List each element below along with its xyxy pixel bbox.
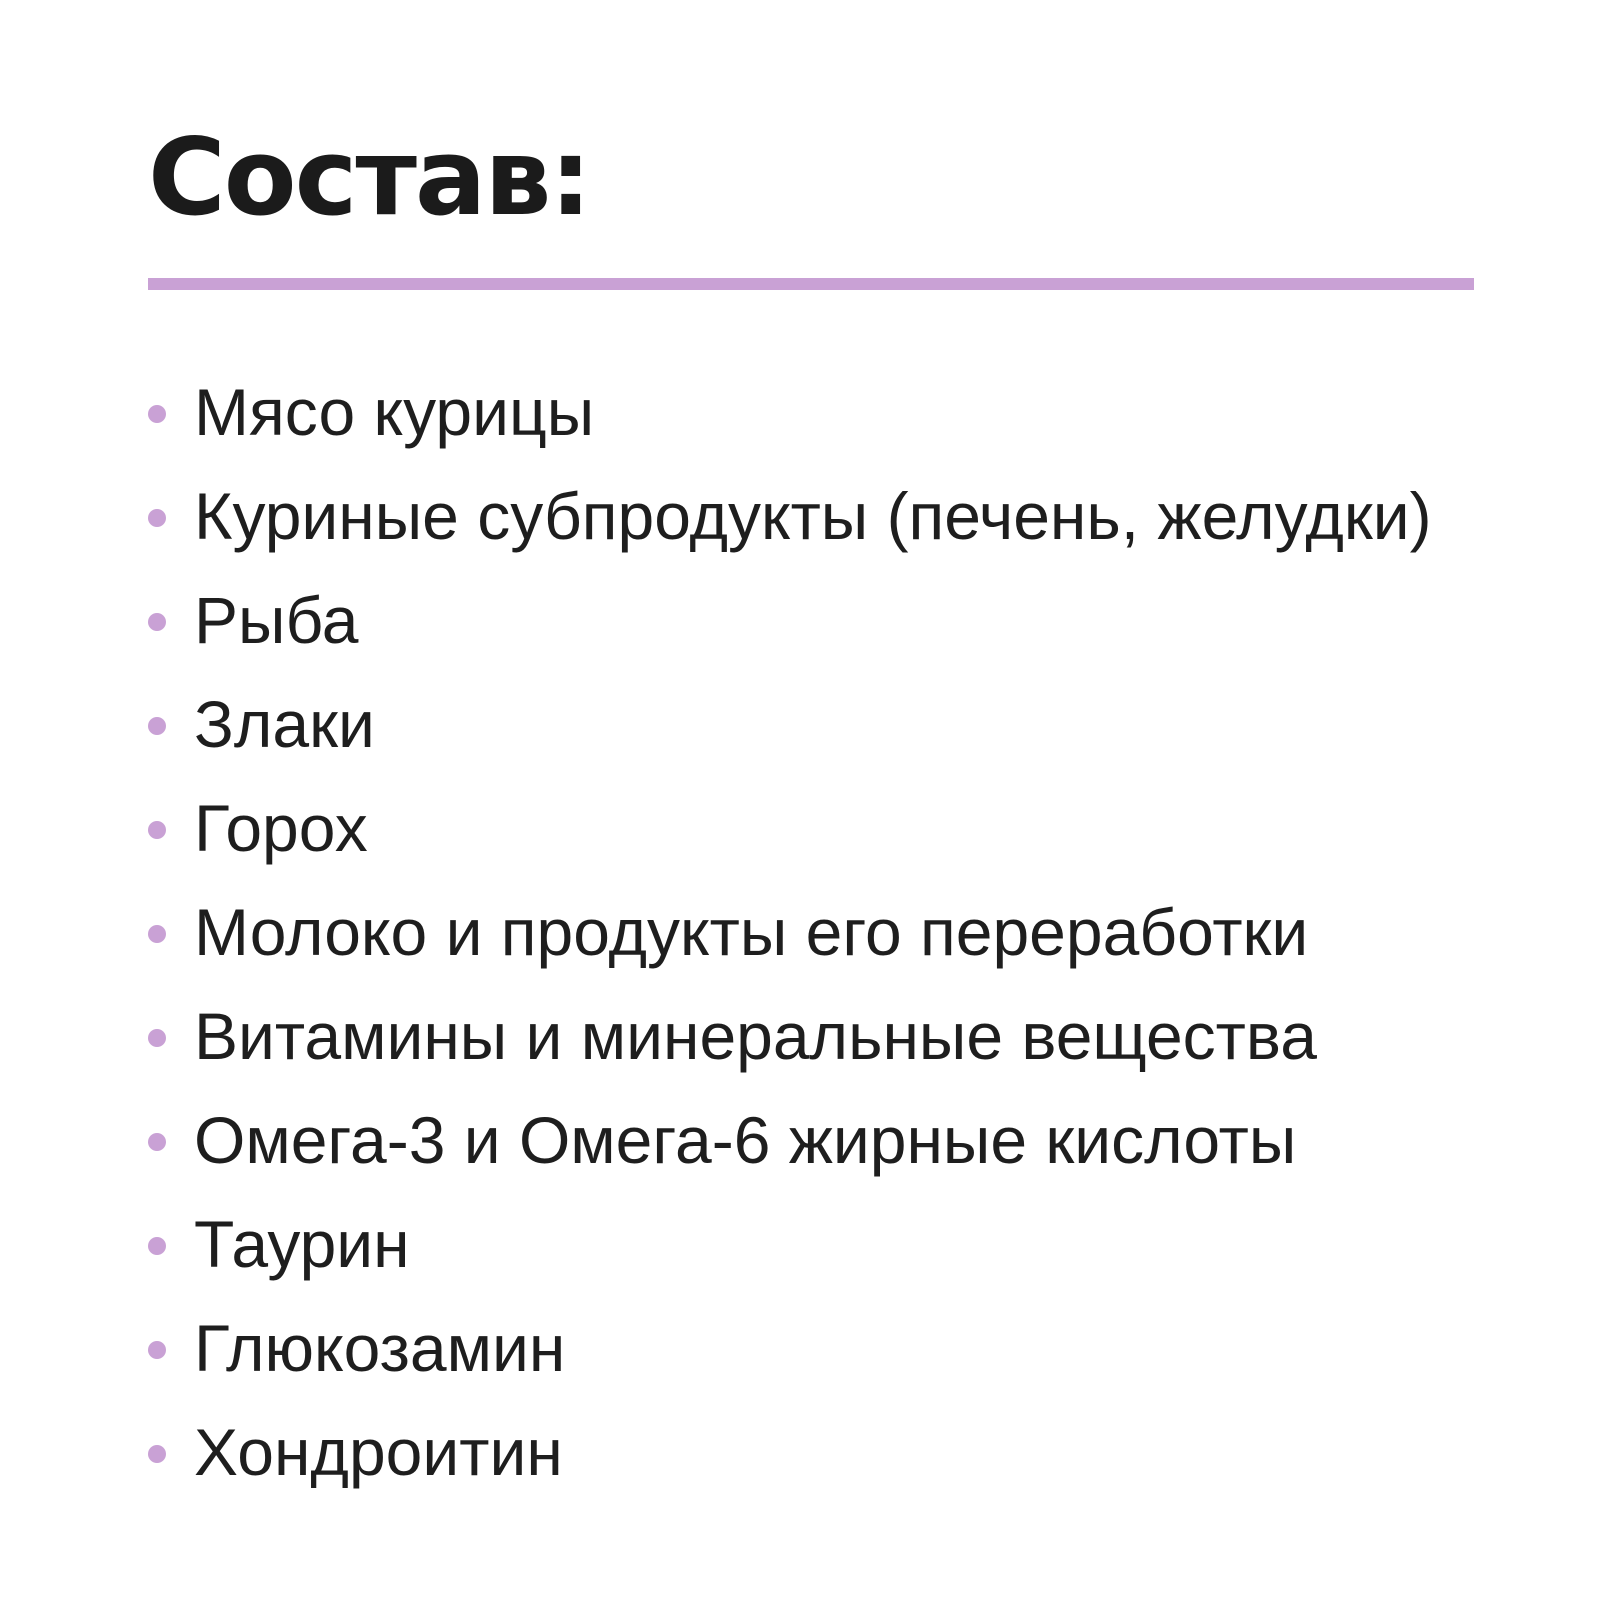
ingredient-label: Витамины и минеральные вещества — [194, 999, 1317, 1073]
ingredient-label: Мясо курицы — [194, 375, 595, 449]
bullet-icon — [148, 613, 166, 631]
title-divider — [148, 278, 1474, 290]
list-item — [148, 1192, 1482, 1296]
bullet-icon — [148, 821, 166, 839]
list-item — [148, 776, 1482, 880]
ingredient-label: Хондроитин — [194, 1415, 563, 1489]
bullet-icon — [148, 1237, 166, 1255]
ingredient-label: Глюкозамин — [194, 1311, 566, 1385]
ingredient-label: Горох — [194, 791, 368, 865]
page-title: Состав: — [148, 116, 590, 239]
bullet-icon — [148, 1341, 166, 1359]
bullet-icon — [148, 509, 166, 527]
ingredient-label: Куриные субпродукты (печень, желудки) — [194, 479, 1432, 553]
list-item — [148, 880, 1482, 984]
bullet-icon — [148, 717, 166, 735]
list-item — [148, 672, 1482, 776]
ingredient-label: Омега-3 и Омега-6 жирные кислоты — [194, 1103, 1297, 1177]
bullet-icon — [148, 1445, 166, 1463]
bullet-icon — [148, 405, 166, 423]
list-item — [148, 360, 1482, 464]
list-item — [148, 1296, 1482, 1400]
list-item — [148, 1088, 1482, 1192]
ingredient-label: Рыба — [194, 583, 359, 657]
ingredient-label: Молоко и продукты его переработки — [194, 895, 1309, 969]
bullet-icon — [148, 1133, 166, 1151]
bullet-icon — [148, 1029, 166, 1047]
list-item — [148, 984, 1482, 1088]
list-item — [148, 1400, 1482, 1504]
list-item — [148, 568, 1482, 672]
list-item — [148, 464, 1482, 568]
ingredients-list — [148, 360, 1482, 1504]
ingredient-label: Таурин — [194, 1207, 410, 1281]
ingredient-label: Злаки — [194, 687, 375, 761]
bullet-icon — [148, 925, 166, 943]
